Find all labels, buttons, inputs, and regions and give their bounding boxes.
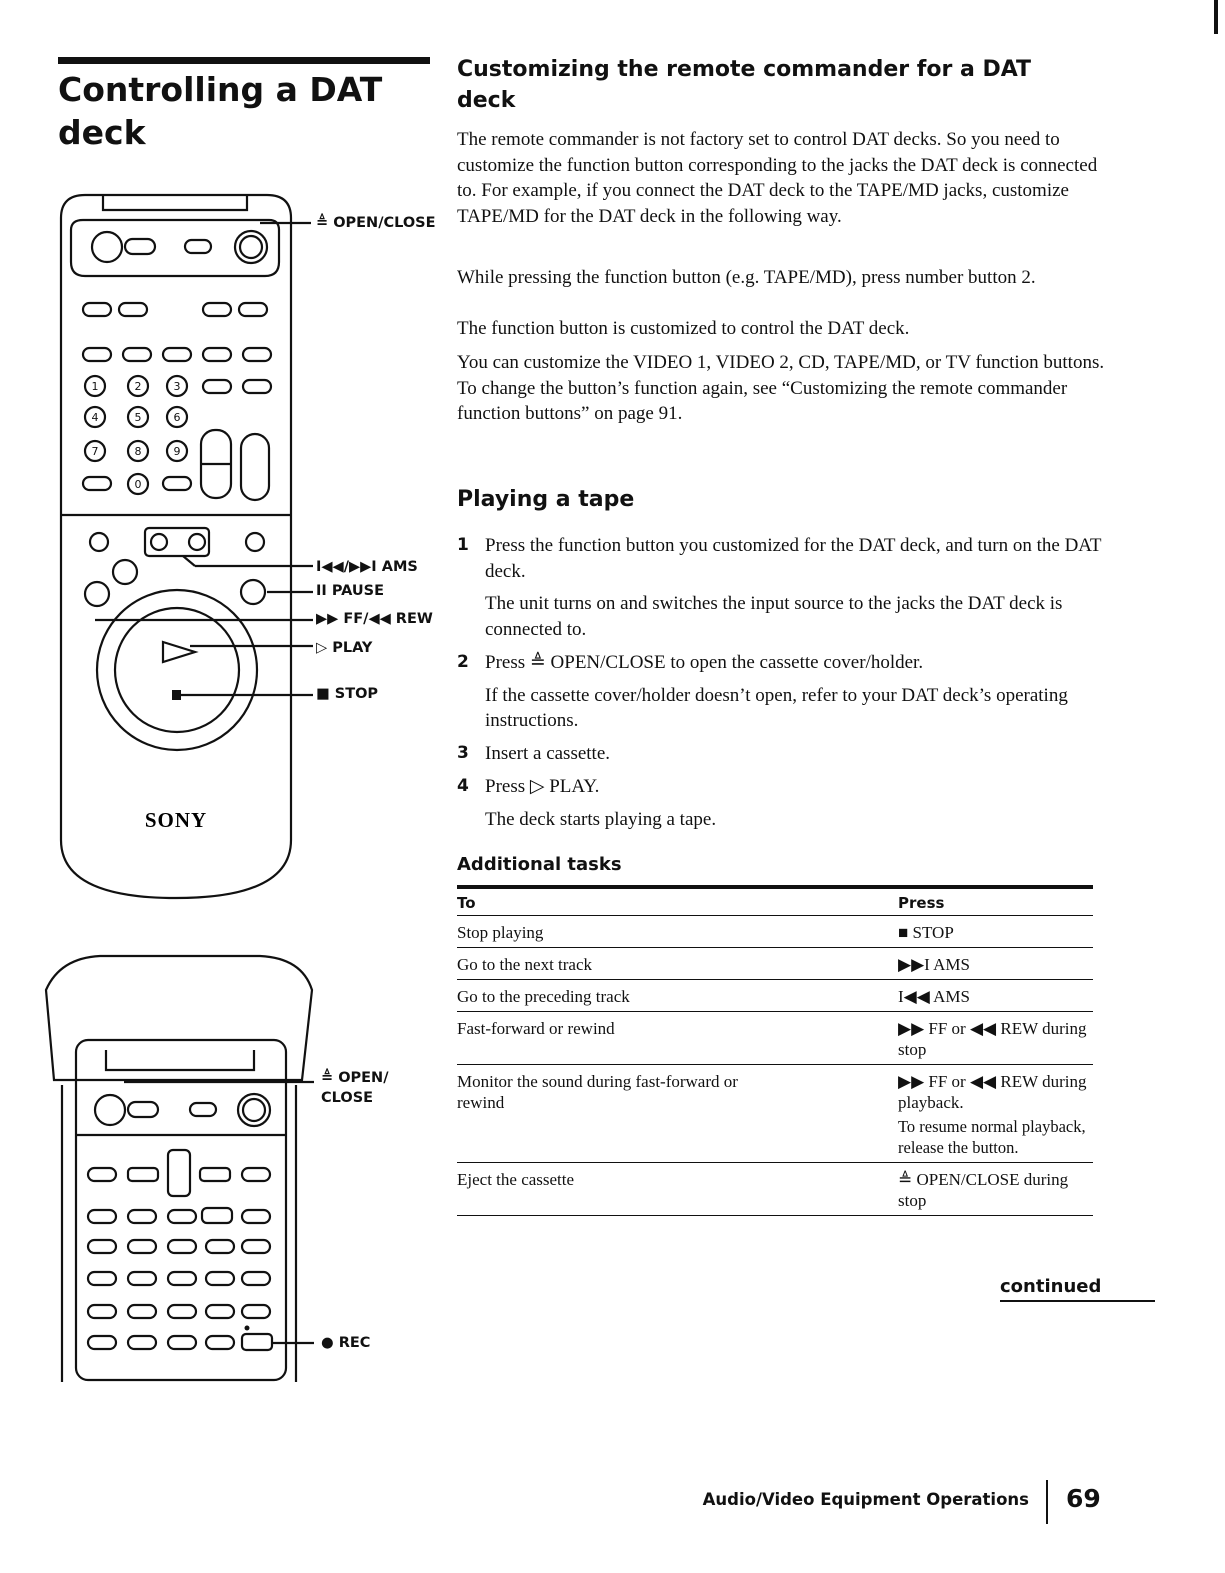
cell-to: Eject the cassette [457, 1163, 898, 1216]
step-number: 4 [457, 776, 469, 796]
table-row [457, 980, 1093, 1012]
table-row [457, 916, 1093, 948]
step-number: 2 [457, 652, 469, 672]
step-4 [457, 774, 1107, 832]
svg-text:6: 6 [173, 411, 181, 424]
cell-to: Go to the preceding track [457, 980, 898, 1012]
table-row [457, 1012, 1093, 1065]
step-text: Press ▷ PLAY. [485, 776, 600, 797]
cell-to: Monitor the sound during fast-forward or rewind [457, 1065, 898, 1163]
step-note: If the cassette cover/holder doesn’t open, refer to your DAT deck’s operating instructions. [485, 684, 1068, 731]
step-note: The unit turns on and switches the input source to the jacks the DAT deck is connected to. [485, 593, 1063, 640]
customizing-para-1: The remote commander is not factory set to control DAT decks. So you need to customize the function button corresponding to the jacks the DAT deck is connected to. For example, if you connect the DAT deck to the TAPE/MD jacks, customize TAPE/MD for the DAT deck in the following way. [457, 129, 1098, 227]
step-number: 1 [457, 535, 469, 555]
step-text: Press ≜ OPEN/CLOSE to open the cassette cover/holder. [485, 652, 924, 673]
cell-press: ▶▶I AMS [898, 948, 1093, 980]
customizing-para-2b: The function button is customized to control the DAT deck. [457, 318, 910, 339]
cell-press [898, 1065, 1093, 1163]
table-header-row [457, 887, 1093, 916]
svg-text:7: 7 [91, 445, 99, 458]
table-row [457, 1065, 1093, 1163]
cell-press: ≜ OPEN/CLOSE during stop [898, 1163, 1093, 1216]
table-row [457, 948, 1093, 980]
label-open-close-2b: CLOSE [321, 1090, 374, 1106]
step-text: Insert a cassette. [485, 743, 611, 764]
sony-logo: SONY [144, 808, 208, 832]
title-rule [58, 57, 430, 64]
label-rec: ● REC [321, 1335, 371, 1351]
cell-press: I◀◀ AMS [898, 980, 1093, 1012]
cell-press-main: ▶▶ FF or ◀◀ REW during playback. [898, 1072, 1087, 1112]
cell-press: ■ STOP [898, 916, 1093, 948]
step-note: The deck starts playing a tape. [485, 808, 717, 830]
svg-text:2: 2 [134, 380, 142, 393]
heading-customizing: Customizing the remote commander for a DAT deck [457, 57, 1032, 113]
customizing-para-2a: While pressing the function button (e.g. TAPE/MD), press number button 2. [457, 267, 1036, 288]
table-row [457, 1163, 1093, 1216]
step-text: Press the function button you customized for the DAT deck, and turn on the DAT deck. [485, 535, 1102, 582]
customizing-para-3: You can customize the VIDEO 1, VIDEO 2, CD, TAPE/MD, or TV function buttons. To change the button’s function again, see “Customizing the remote commander function buttons” on page 91. [457, 352, 1105, 424]
svg-text:4: 4 [91, 411, 99, 424]
continued-label: continued [1000, 1276, 1102, 1297]
remote-figure-top [55, 190, 445, 910]
label-open-close: ≜ OPEN/CLOSE [316, 215, 436, 231]
label-play: ▷ PLAY [316, 640, 373, 656]
page-title: Controlling a DAT deck [58, 70, 383, 152]
step-number: 3 [457, 743, 469, 763]
edge-mark [1214, 0, 1218, 34]
cell-press-note: To resume normal playback, release the button. [898, 1117, 1086, 1157]
footer-divider [1046, 1480, 1048, 1524]
cell-to: Fast-forward or rewind [457, 1012, 898, 1065]
svg-text:0: 0 [134, 478, 142, 491]
remote-figure-open [40, 950, 320, 1390]
additional-tasks-table [457, 885, 1093, 1216]
cell-to: Stop playing [457, 916, 898, 948]
svg-text:5: 5 [134, 411, 142, 424]
svg-text:1: 1 [91, 380, 99, 393]
label-ams: I◀◀/▶▶I AMS [316, 559, 418, 575]
heading-additional-tasks: Additional tasks [457, 854, 622, 875]
label-open-close-2a: ≜ OPEN/ [321, 1070, 389, 1086]
step-2 [457, 650, 1107, 734]
footer-section-title: Audio/Video Equipment Operations [702, 1490, 1029, 1509]
column-header-to: To [457, 887, 898, 916]
cell-press: ▶▶ FF or ◀◀ REW during stop [898, 1012, 1093, 1065]
continued-rule [1000, 1300, 1155, 1302]
heading-playing: Playing a tape [457, 487, 635, 512]
svg-text:3: 3 [173, 380, 181, 393]
label-ff-rew: ▶▶ FF/◀◀ REW [316, 611, 433, 627]
page-number: 69 [1066, 1484, 1101, 1513]
step-3 [457, 741, 1107, 767]
cell-to: Go to the next track [457, 948, 898, 980]
label-stop: ■ STOP [316, 686, 379, 702]
label-pause: II PAUSE [316, 583, 385, 599]
step-1 [457, 533, 1107, 642]
svg-text:8: 8 [134, 445, 142, 458]
svg-text:9: 9 [173, 445, 181, 458]
column-header-press: Press [898, 887, 1093, 916]
